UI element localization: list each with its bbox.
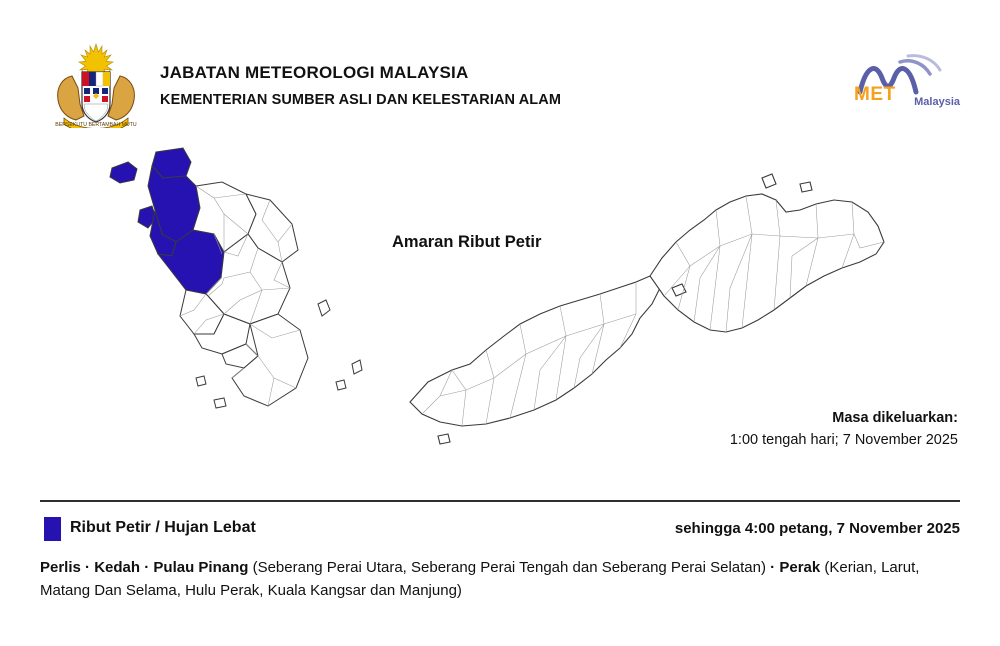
issued-label: Masa dikeluarkan:	[832, 410, 958, 426]
malaysia-map	[0, 138, 1000, 498]
east-malaysia	[410, 174, 884, 444]
legend-row	[40, 517, 960, 543]
area-separator-3: ·	[766, 559, 780, 576]
met-malaysia-logo-icon	[852, 52, 962, 114]
state-langkawi-highlight	[110, 162, 137, 183]
divider	[40, 500, 960, 502]
area-separator-1: ·	[80, 559, 95, 576]
area-state-perlis: Perlis	[40, 559, 81, 576]
island-sabah-n2	[800, 182, 812, 192]
area-state-kedah: Kedah	[94, 559, 141, 576]
island-small-3	[196, 376, 206, 386]
issued-time-block	[730, 410, 958, 448]
island-sarawak-s1	[438, 434, 450, 444]
area-detail-perak: (Kerian, Larut, Matang Dan Selama, Hulu Perak, Kuala Kangsar dan Manjung)	[40, 559, 920, 600]
malaysia-coat-of-arms-icon	[44, 42, 148, 128]
met-logo-text: MET	[854, 84, 896, 105]
peninsular-malaysia	[110, 148, 362, 408]
legend-label: Ribut Petir / Hujan Lebat	[70, 519, 256, 536]
svg-text:BERSEKUTU BERTAMBAH MUTU: BERSEKUTU BERTAMBAH MUTU	[55, 122, 137, 128]
header	[0, 0, 1000, 140]
island-small-4	[214, 398, 226, 408]
island-small-2	[336, 380, 346, 390]
header-titles	[160, 62, 561, 111]
issued-value: 1:00 tengah hari; 7 November 2025	[729, 432, 958, 448]
affected-areas-text	[40, 556, 965, 603]
met-logo-subtext: Malaysia	[914, 96, 960, 108]
valid-until-text: sehingga 4:00 petang, 7 November 2025	[674, 520, 960, 537]
legend-color-swatch	[44, 517, 61, 541]
area-state-perak: Perak	[779, 559, 821, 576]
island-tioman	[318, 300, 330, 316]
area-detail-pulau-pinang: (Seberang Perai Utara, Seberang Perai Tengah dan Seberang Perai Selatan)	[248, 559, 766, 576]
warning-title: Amaran Ribut Petir	[392, 233, 542, 251]
state-sabah	[650, 194, 884, 332]
area-separator-2: ·	[140, 559, 154, 576]
island-sabah-n1	[762, 174, 776, 188]
org-title: JABATAN METEOROLOGI MALAYSIA	[160, 63, 469, 82]
area-state-pulau-pinang: Pulau Pinang	[153, 559, 249, 576]
island-small-1	[352, 360, 362, 374]
ministry-title: KEMENTERIAN SUMBER ASLI DAN KELESTARIAN ALAM	[160, 91, 561, 108]
